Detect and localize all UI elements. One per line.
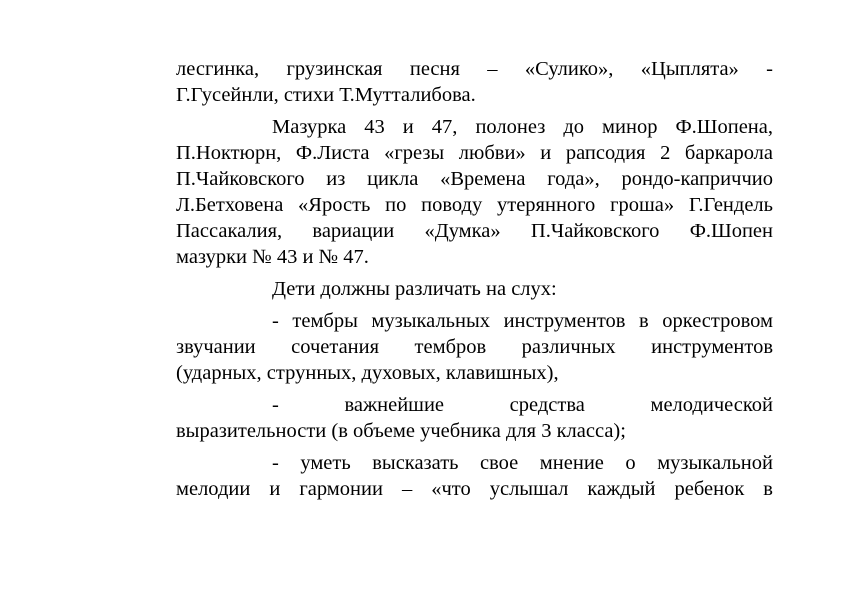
text-line: Мазурка 43 и 47, полонез до минор Ф.Шопена, <box>272 116 773 138</box>
text-line: Дети должны различать на слух: <box>272 278 557 300</box>
text-line: звучании сочетания тембров различных инструментов <box>176 336 773 358</box>
text-line: (ударных, струнных, духовых, клавишных), <box>176 362 559 384</box>
text-line: Г.Гусейнли, стихи Т.Мутталибова. <box>176 84 476 106</box>
text-line: лесгинка, грузинская песня – «Сулико», «Цыплята» - <box>176 58 773 80</box>
document-body <box>176 56 773 508</box>
paragraph-4 <box>176 308 773 386</box>
text-line: Л.Бетховена «Ярость по поводу утерянного гроша» Г.Гендель <box>176 194 773 216</box>
paragraph-6 <box>176 450 773 502</box>
text-line: выразительности (в объеме учебника для 3 класса); <box>176 420 626 442</box>
text-line: - важнейшие средства мелодической <box>272 394 773 416</box>
text-line: Пассакалия, вариации «Думка» П.Чайковского Ф.Шопен <box>176 220 773 242</box>
text-line: - уметь высказать свое мнение о музыкальной <box>272 452 773 474</box>
text-line: П.Ноктюрн, Ф.Листа «грезы любви» и рапсодия 2 баркарола <box>176 142 773 164</box>
text-line: мелодии и гармонии – «что услышал каждый ребенок в <box>176 478 773 500</box>
paragraph-3 <box>176 276 773 302</box>
text-line: П.Чайковского из цикла «Времена года», рондо-каприччио <box>176 168 773 190</box>
paragraph-5 <box>176 392 773 444</box>
paragraph-2 <box>176 114 773 270</box>
text-line: - тембры музыкальных инструментов в оркестровом <box>272 310 773 332</box>
text-line: мазурки № 43 и № 47. <box>176 246 369 268</box>
paragraph-1 <box>176 56 773 108</box>
